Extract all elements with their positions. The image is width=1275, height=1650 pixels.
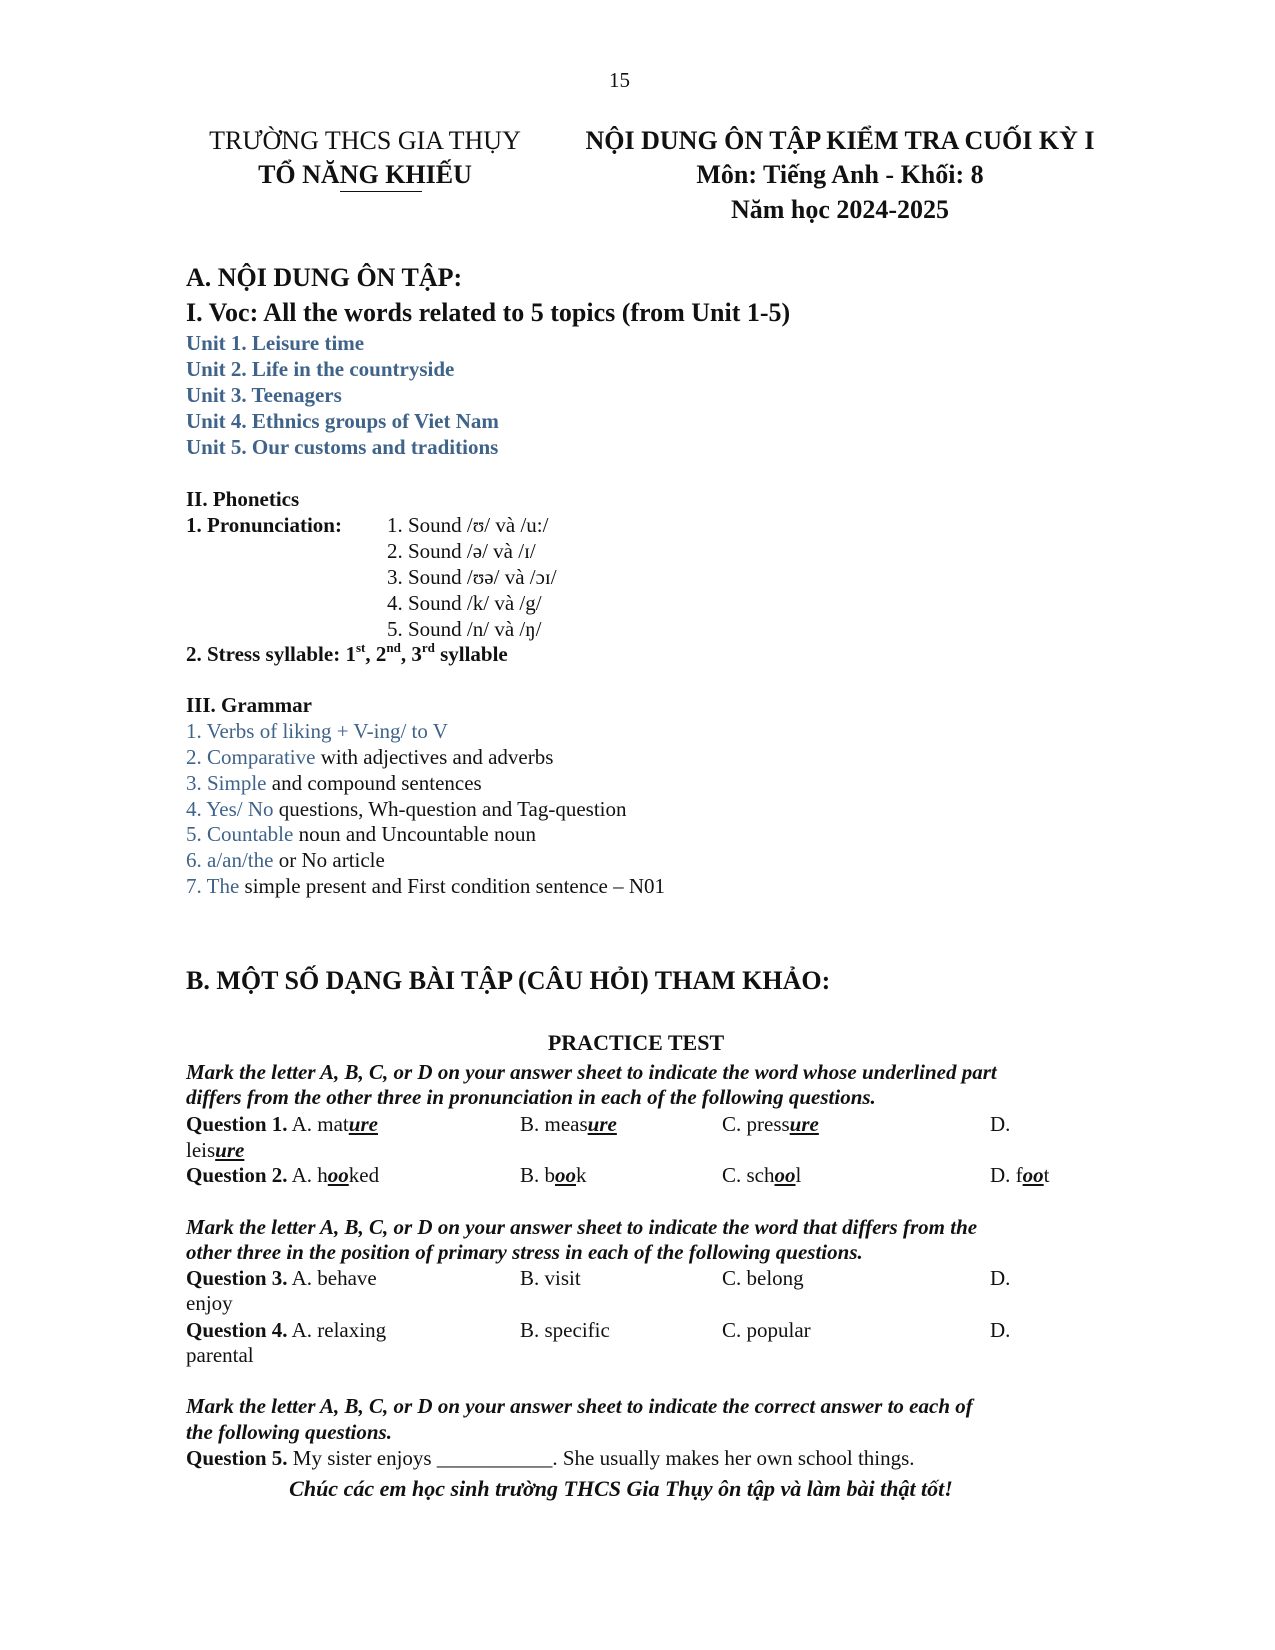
pronunciation-label: 1. Pronunciation:	[186, 513, 342, 537]
phonetics-heading: II. Phonetics	[186, 487, 300, 511]
question-4: Question 4. A. relaxing	[186, 1318, 387, 1342]
question-2-option-d: D. foot	[990, 1163, 1050, 1187]
question-4-option-b: B. specific	[520, 1318, 610, 1342]
page-number: 15	[609, 68, 630, 92]
question-4-option-c: C. popular	[722, 1318, 811, 1342]
group-name: TỔ NĂNG KHIẾU	[258, 160, 472, 189]
unit-item: Unit 5. Our customs and traditions	[186, 435, 499, 459]
document-title: NỘI DUNG ÔN TẬP KIỂM TRA CUỐI KỲ I	[585, 126, 1095, 155]
question-3-option-d: enjoy	[186, 1291, 233, 1315]
closing-message: Chúc các em học sinh trường THCS Gia Thụy ôn tập và làm bài thật tốt!	[289, 1476, 953, 1501]
vocabulary-heading: I. Voc: All the words related to 5 topics (from Unit 1-5)	[186, 298, 791, 327]
sound-item: 1. Sound /ʊ/ và /u:/	[387, 513, 549, 537]
question-1-option-b: B. measure	[520, 1112, 617, 1136]
unit-item: Unit 3. Teenagers	[186, 383, 342, 407]
instruction-pronunciation: Mark the letter A, B, C, or D on your answer sheet to indicate the word whose underlined part	[186, 1060, 997, 1084]
question-2-option-c: C. school	[722, 1163, 802, 1187]
section-a-heading: A. NỘI DUNG ÔN TẬP:	[186, 263, 463, 292]
instruction-correct-answer-cont: the following questions.	[186, 1420, 392, 1444]
question-4-option-d-label: D.	[990, 1318, 1011, 1342]
question-3-option-b: B. visit	[520, 1266, 581, 1290]
unit-item: Unit 1. Leisure time	[186, 331, 365, 355]
question-2: Question 2. A. hooked	[186, 1163, 380, 1187]
grammar-item: 1. Verbs of liking + V-ing/ to V	[186, 719, 448, 743]
instruction-pronunciation-cont: differs from the other three in pronunciation in each of the following questions.	[186, 1085, 876, 1109]
instruction-stress-cont: other three in the position of primary stress in each of the following questions.	[186, 1240, 863, 1264]
question-1-option-c: C. pressure	[722, 1112, 819, 1136]
sound-item: 5. Sound /n/ và /ŋ/	[387, 617, 542, 641]
question-2-option-b: B. book	[520, 1163, 587, 1187]
question-1-option-d: leisure	[186, 1138, 245, 1162]
sound-item: 4. Sound /k/ và /g/	[387, 591, 542, 615]
grammar-item: 6. a/an/the or No article	[186, 848, 385, 872]
subject-line: Môn: Tiếng Anh - Khối: 8	[696, 160, 984, 189]
unit-item: Unit 4. Ethnics groups of Viet Nam	[186, 409, 499, 433]
grammar-item: 2. Comparative with adjectives and adverbs	[186, 745, 554, 769]
grammar-item: 4. Yes/ No questions, Wh-question and Tag-question	[186, 797, 627, 821]
question-4-option-d: parental	[186, 1343, 254, 1367]
question-3-option-c: C. belong	[722, 1266, 804, 1290]
question-1: Question 1. A. mature	[186, 1112, 378, 1136]
question-3: Question 3. A. behave	[186, 1266, 377, 1290]
practice-test-title: PRACTICE TEST	[547, 1030, 725, 1055]
grammar-heading: III. Grammar	[186, 693, 312, 717]
grammar-item: 3. Simple and compound sentences	[186, 771, 482, 795]
grammar-item: 7. The simple present and First condition sentence – N01	[186, 874, 666, 898]
grammar-item: 5. Countable noun and Uncountable noun	[186, 822, 536, 846]
stress-syllable-line: 2. Stress syllable: 1st, 2nd, 3rd syllable	[186, 640, 508, 666]
sound-item: 2. Sound /ə/ và /ɪ/	[387, 539, 536, 563]
header-divider	[340, 191, 422, 192]
question-1-option-d-label: D.	[990, 1112, 1011, 1136]
school-year: Năm học 2024-2025	[730, 195, 950, 224]
unit-item: Unit 2. Life in the countryside	[186, 357, 455, 381]
question-5: Question 5. My sister enjoys ___________. She usually makes her own school things.	[186, 1446, 915, 1470]
school-name: TRƯỜNG THCS GIA THỤY	[209, 126, 521, 155]
instruction-stress: Mark the letter A, B, C, or D on your answer sheet to indicate the word that differs from the	[186, 1215, 978, 1239]
question-3-option-d-label: D.	[990, 1266, 1011, 1290]
sound-item: 3. Sound /ʊə/ và /ɔɪ/	[387, 565, 557, 589]
instruction-correct-answer: Mark the letter A, B, C, or D on your answer sheet to indicate the correct answer to each of	[186, 1394, 973, 1418]
section-b-heading: B. MỘT SỐ DẠNG BÀI TẬP (CÂU HỎI) THAM KHẢO:	[186, 966, 831, 995]
